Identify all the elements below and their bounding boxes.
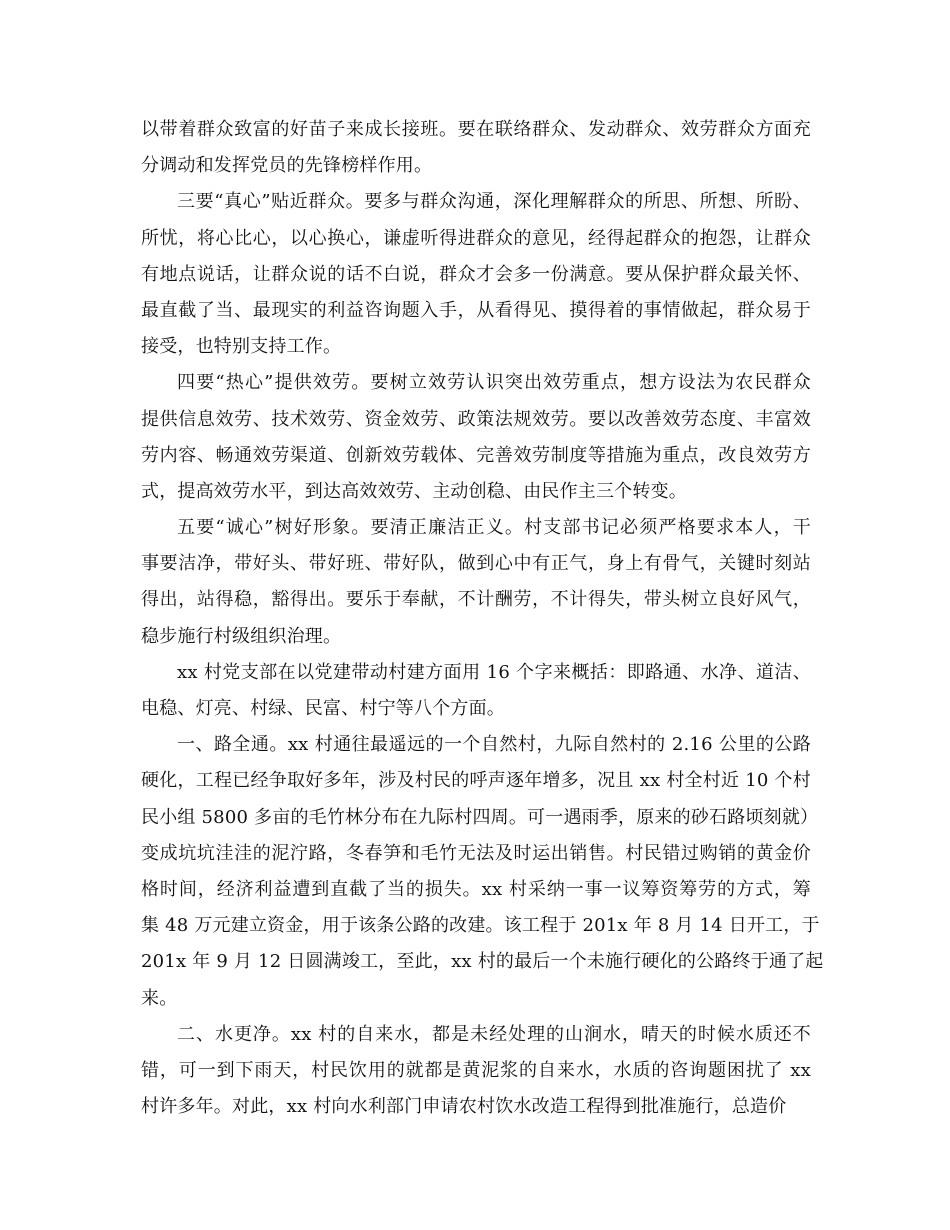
text-line: 201x 年 9 月 12 日圆满竣工，至此，xx 村的最后一个未施行硬化的公路终于通了起 [141, 951, 824, 973]
text-line: 民小组 5800 多亩的毛竹林分布在九际村四周。可一遇雨季，原来的砂石路顷刻就） [141, 806, 819, 828]
paragraph [141, 655, 811, 727]
paragraph [141, 1017, 811, 1126]
paragraph [141, 365, 811, 510]
paragraph [141, 184, 811, 365]
text-line: 二、水更净。xx 村的自来水，都是未经处理的山涧水，晴天的时候水质还不 [177, 1023, 811, 1045]
text-line: 分调动和发挥党员的先锋榜样作用。 [141, 155, 433, 177]
text-line: 所忧，将心比心，以心换心，谦虚听得进群众的意见，经得起群众的抱怨，让群众 [141, 227, 811, 249]
paragraph [141, 727, 824, 1017]
text-line: 五要“诚心”树好形象。要清正廉洁正义。村支部书记必须严格要求本人，干 [177, 517, 811, 539]
text-line: 四要“热心”提供效劳。要树立效劳认识突出效劳重点，想方设法为农民群众 [177, 372, 811, 394]
text-line: 变成坑坑洼洼的泥泞路，冬春笋和毛竹无法及时运出销售。村民错过购销的黄金价 [141, 842, 811, 864]
text-line: 最直截了当、最现实的利益咨询题入手，从看得见、摸得着的事情做起，群众易于 [141, 299, 811, 321]
text-line: 稳步施行村级组织治理。 [141, 625, 342, 647]
document-body [141, 112, 824, 1125]
text-line: 电稳、灯亮、村绿、民富、村宁等八个方面。 [141, 698, 505, 719]
text-line: 事要洁净，带好头、带好班、带好队，做到心中有正气，身上有骨气，关键时刻站 [141, 553, 811, 575]
text-line: 以带着群众致富的好苗子来成长接班。要在联络群众、发动群众、效劳群众方面充 [141, 119, 811, 140]
text-line: 一、路全通。xx 村通往最遥远的一个自然村，九际自然村的 2.16 公里的公路 [177, 734, 811, 756]
text-line: 村许多年。对此，xx 村向水利部门申请农村饮水改造工程得到批准施行，总造价 [141, 1096, 787, 1118]
text-line: 硬化，工程已经争取好多年，涉及村民的呼声逐年增多，况且 xx 村全村近 10 个村 [141, 770, 811, 792]
text-line: 接受，也特别支持工作。 [141, 336, 342, 358]
text-line: 格时间，经济利益遭到直截了当的损失。xx 村采纳一事一议筹资筹劳的方式，筹 [141, 878, 811, 900]
text-line: 错，可一到下雨天，村民饮用的就都是黄泥浆的自来水，水质的咨询题困扰了 xx [141, 1059, 811, 1081]
text-line: 有地点说话，让群众说的话不白说，群众才会多一份满意。要从保护群众最关怀、 [141, 263, 811, 285]
text-line: 来。 [141, 987, 178, 1009]
text-line: xx 村党支部在以党建带动村建方面用 16 个字来概括：即路通、水净、道洁、 [177, 661, 811, 683]
paragraph [141, 112, 811, 184]
text-line: 劳内容、畅通效劳渠道、创新效劳载体、完善效劳制度等措施为重点，改良效劳方 [141, 444, 811, 466]
text-line: 提供信息效劳、技术效劳、资金效劳、政策法规效劳。要以改善效劳态度、丰富效 [141, 408, 811, 430]
text-line: 式，提高效劳水平，到达高效效劳、主动创稳、由民作主三个转变。 [141, 480, 687, 502]
text-line: 三要“真心”贴近群众。要多与群众沟通，深化理解群众的所思、所想、所盼、 [177, 191, 811, 213]
text-line: 集 48 万元建立资金，用于该条公路的改建。该工程于 201x 年 8 月 14 日开工，于 [141, 915, 820, 937]
paragraph [141, 510, 811, 655]
text-line: 得出，站得稳，豁得出。要乐于奉献，不计酬劳，不计得失，带头树立良好风气， [141, 589, 811, 611]
